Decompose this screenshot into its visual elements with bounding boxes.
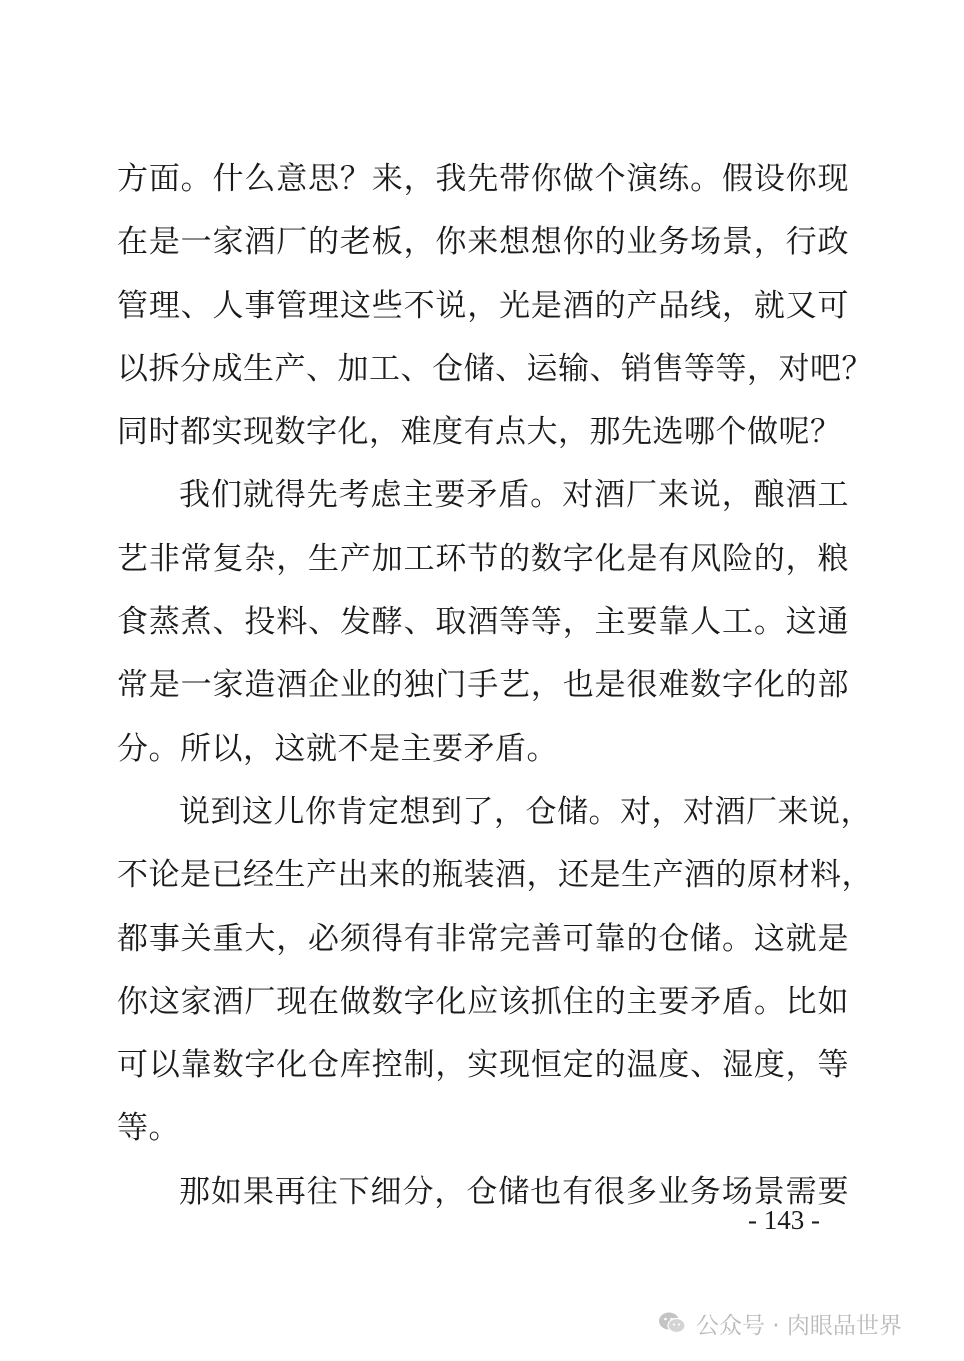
text-line: 可以靠数字化仓库控制，实现恒定的温度、湿度，等 xyxy=(117,1047,849,1084)
watermark-text: 公众号 · 肉眼品世界 xyxy=(696,1312,902,1339)
text-line: 分。所以，这就不是主要矛盾。 xyxy=(117,730,558,767)
text-line: 我们就得先考虑主要矛盾。对酒厂来说，酿酒工 xyxy=(179,477,849,514)
text-line: 不论是已经生产出来的瓶装酒，还是生产酒的原材料， xyxy=(117,857,873,894)
text-line: 艺非常复杂，生产加工环节的数字化是有风险的，粮 xyxy=(117,540,849,577)
text-line: 都事关重大，必须得有非常完善可靠的仓储。这就是 xyxy=(117,920,849,957)
page-number: - 143 - xyxy=(748,1205,820,1235)
body-text xyxy=(117,148,873,1224)
text-line: 以拆分成生产、加工、仓储、运输、销售等等，对吧？ xyxy=(117,350,873,387)
text-line: 方面。什么意思？来，我先带你做个演练。假设你现 xyxy=(117,161,849,197)
watermark xyxy=(658,1303,902,1343)
text-line: 你这家酒厂现在做数字化应该抓住的主要矛盾。比如 xyxy=(117,983,849,1020)
text-line: 食蒸煮、投料、发酵、取酒等等，主要靠人工。这通 xyxy=(117,604,849,641)
text-line: 那如果再往下细分，仓储也有很多业务场景需要 xyxy=(179,1173,849,1210)
text-line: 常是一家造酒企业的独门手艺，也是很难数字化的部 xyxy=(117,667,849,704)
wechat-icon xyxy=(658,1311,686,1335)
text-line: 管理、人事管理这些不说，光是酒的产品线，就又可 xyxy=(117,287,849,324)
text-line: 说到这儿你肯定想到了，仓储。对，对酒厂来说， xyxy=(179,793,872,830)
text-line: 同时都实现数字化，难度有点大，那先选哪个做呢？ xyxy=(117,414,842,451)
text-line: 在是一家酒厂的老板，你来想想你的业务场景，行政 xyxy=(117,224,849,261)
text-line: 等。 xyxy=(117,1110,180,1147)
